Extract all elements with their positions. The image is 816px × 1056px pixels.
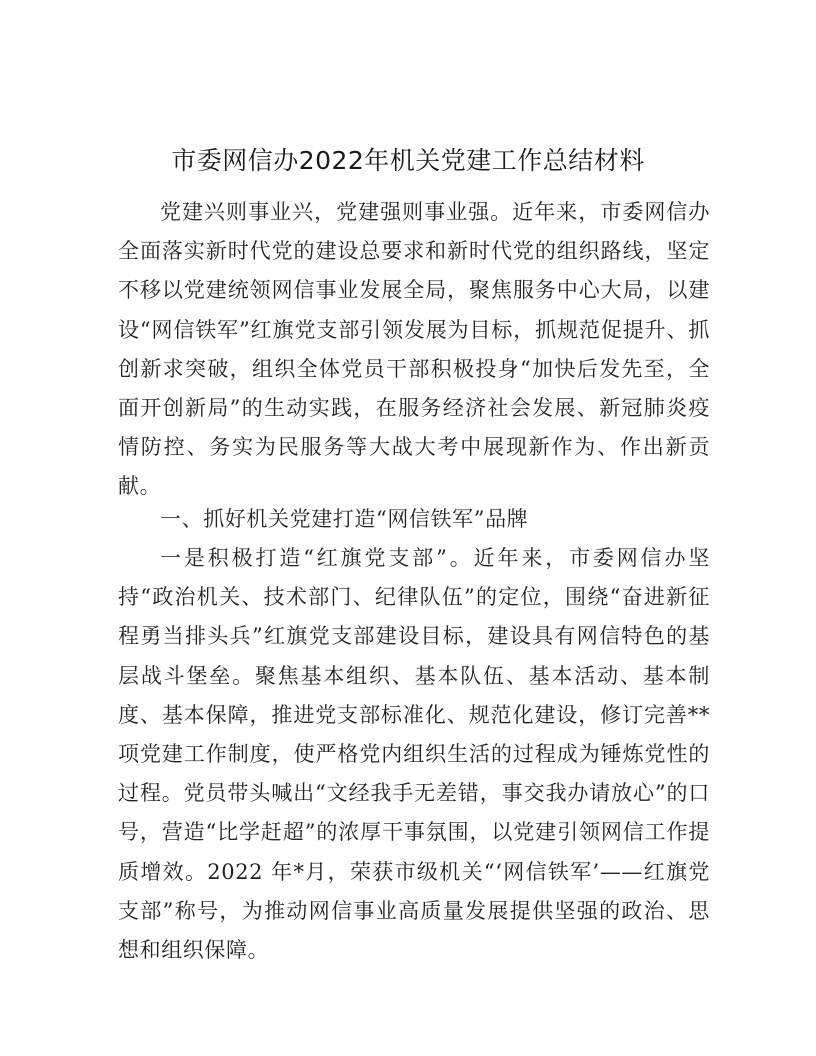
document-title: 市委网信办2022年机关党建工作总结材料 [171,146,645,175]
section-1-paragraph: 一是积极打造“红旗党支部”。近年来，市委网信办坚持“政治机关、技术部门、纪律队伍”的定位，围绕“奋进新征程勇当排头兵”红旗党支部建设目标，建设具有网信特色的基层战斗堡垒。聚焦基本组织、基本队伍、基本活动、基本制度、基本保障，推进党支部标准化、规范化建设，修订完善**项党建工作制度，使严格党内组织生活的过程成为锤炼党性的过程。党员带头喊出“文经我手无差错，事交我办请放心”的口号，营造“比学赶超”的浓厚干事氛围，以党建引领网信工作提质增效。2022 年*月，荣获市级机关“‘网信铁军’——红旗党支部”称号，为推动网信事业高质量发展提供坚强的政治、思想和组织保障。 [118,546,710,963]
intro-paragraph: 党建兴则事业兴，党建强则事业强。近年来，市委网信办全面落实新时代党的建设总要求和新时代党的组织路线，坚定不移以党建统领网信事业发展全局，聚焦服务中心大局，以建设“网信铁军”红旗党支部引领发展为目标，抓规范促提升、抓创新求突破，组织全体党员干部积极投身“加快后发先至，全面开创新局”的生动实践，在服务经济社会发展、新冠肺炎疫情防控、务实为民服务等大战大考中展现新作为、作出新贡献。 [118,200,710,499]
section-heading-1: 一、抓好机关党建打造“网信铁军”品牌 [160,507,529,531]
